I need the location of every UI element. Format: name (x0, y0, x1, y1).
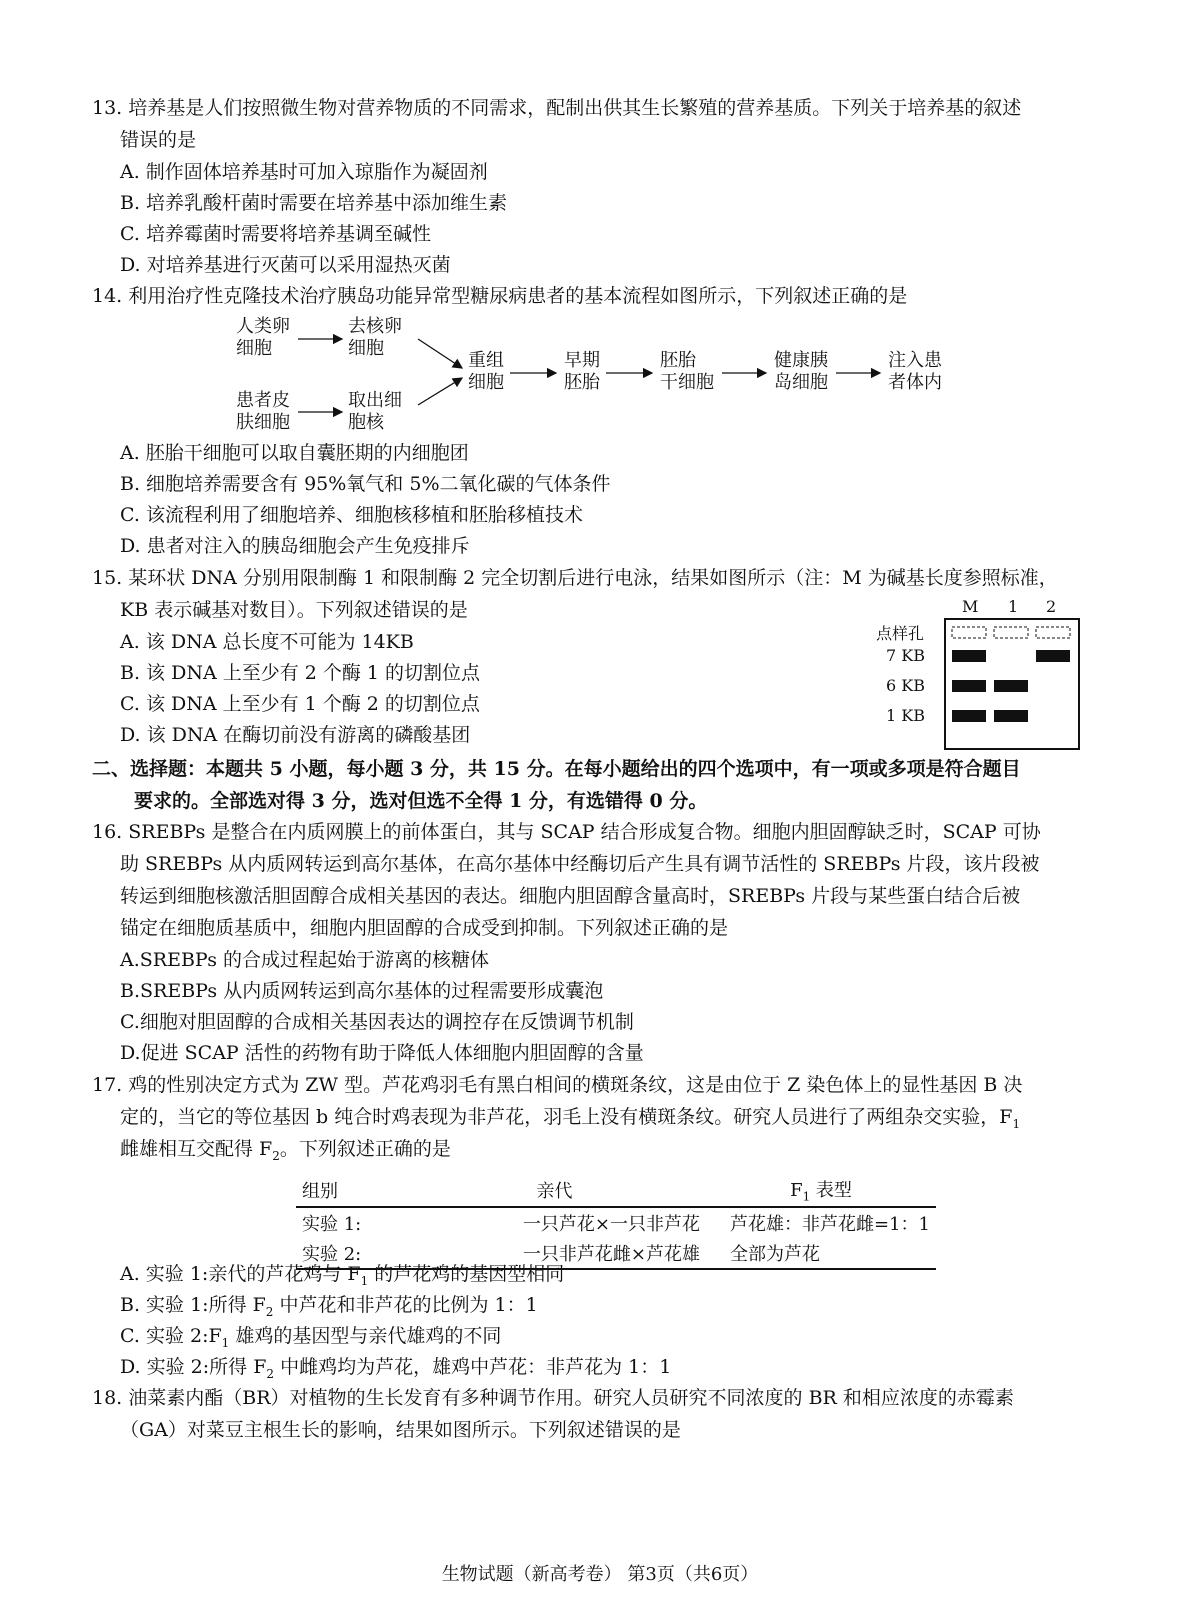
q13-option-a: A. 制作固体培养基时可加入琼脂作为凝固剂 (120, 161, 488, 183)
q16-option-c: C.细胞对胆固醇的合成相关基因表达的调控存在反馈调节机制 (120, 1011, 634, 1033)
q17-stem-line3: 雌雄相互交配得 $F_2$。下列叙述正确的是 (120, 1138, 451, 1163)
q17-option-b: B. 实验 1:所得 $F_2$ 中芦花和非芦花的比例为 1：1 (120, 1294, 538, 1319)
q17-cross-table (296, 1174, 936, 1270)
q16-option-a: A.SREBPs 的合成过程起始于游离的核糖体 (120, 949, 489, 971)
q17-stem-line1: 17. 鸡的性别决定方式为 ZW 型。芦花鸡羽毛有黑白相间的横斑条纹，这是由位于 Z 染色体上的显性基因 B 决 (92, 1074, 1023, 1096)
table-header-parents: 亲代 (403, 1174, 706, 1207)
flow-node-embryonic-stem-cell: 胚胎 干细胞 (660, 350, 714, 393)
gel-lanes (944, 618, 1080, 750)
gel-well-2 (1036, 627, 1070, 638)
gel-col-m: M (962, 597, 979, 616)
gel-band-1-6kb (994, 680, 1028, 692)
arrow-enucleated-to-recombined (418, 339, 462, 368)
table-header-group: 组别 (296, 1174, 403, 1207)
q16-option-d: D.促进 SCAP 活性的药物有助于降低人体细胞内胆固醇的含量 (120, 1042, 644, 1064)
gel-well-m (952, 627, 986, 638)
gel-well-1 (994, 627, 1028, 638)
q14-stem: 14. 利用治疗性克隆技术治疗胰岛功能异常型糖尿病患者的基本流程如图所示，下列叙述正确的是 (92, 285, 908, 307)
gel-well-label: 点样孔 (876, 624, 925, 643)
q17-stem-line2: 定的，当它的等位基因 b 纯合时鸡表现为非芦花，羽毛上没有横斑条纹。研究人员进行了两组杂交实验，$F_1$ (120, 1106, 1021, 1131)
q16-stem-line1: 16. SREBPs 是整合在内质网膜上的前体蛋白，其与 SCAP 结合形成复合物。细胞内胆固醇缺乏时，SCAP 可协 (92, 821, 1041, 843)
q16-stem-line3: 转运到细胞核激活胆固醇合成相关基因的表达。细胞内胆固醇含量高时，SREBPs 片段与某些蛋白结合后被 (120, 885, 1021, 907)
flow-node-early-embryo: 早期 胚胎 (564, 350, 600, 393)
flow-node-healthy-islet: 健康胰 岛细胞 (774, 350, 828, 393)
q16-option-b: B.SREBPs 从内质网转运到高尔基体的过程需要形成囊泡 (120, 980, 604, 1002)
table-header-row (296, 1174, 936, 1207)
section2-header-line1: 二、选择题：本题共 5 小题，每小题 3 分，共 15 分。在每小题给出的四个选项中，有一项或多项是符合题目 (92, 758, 1021, 780)
q13-option-b: B. 培养乳酸杆菌时需要在培养基中添加维生素 (120, 192, 508, 214)
q17-option-a: A. 实验 1:亲代的芦花鸡与 $F_1$ 的芦花鸡的基因型相同 (120, 1263, 565, 1288)
gel-col-2: 2 (1046, 597, 1057, 616)
q14-option-c: C. 该流程利用了细胞培养、细胞核移植和胚胎移植技术 (120, 504, 583, 526)
table-cell: 一只芦花×一只非芦花 (522, 1213, 700, 1235)
gel-band-m-1kb (952, 710, 986, 722)
flow-node-human-egg: 人类卵 细胞 (236, 316, 290, 359)
flow-node-extract-nucleus: 取出细 胞核 (348, 390, 402, 433)
q15-stem-line2: KB 表示碱基对数目）。下列叙述错误的是 (120, 599, 468, 621)
gel-band-2-7kb (1036, 650, 1070, 662)
q17-option-c: C. 实验 $2:F_1$ 雄鸡的基因型与亲代雄鸡的不同 (120, 1325, 502, 1350)
table-cell: 实验 2: (296, 1238, 403, 1269)
gel-band-m-7kb (952, 650, 986, 662)
table-header-f1: $F_1$ 表型 (706, 1174, 936, 1207)
arrow-nucleus-to-recombined (418, 378, 462, 405)
gel-col-1: 1 (1008, 597, 1019, 616)
cloning-flow-diagram (0, 0, 1200, 440)
q15-option-a: A. 该 DNA 总长度不可能为 14KB (120, 631, 414, 653)
q18-stem-line1: 18. 油菜素内酯（BR）对植物的生长发育有多种调节作用。研究人员研究不同浓度的 BR 和相应浓度的赤霉素 (92, 1387, 1014, 1409)
table-row (296, 1207, 936, 1238)
q15-stem-line1: 15. 某环状 DNA 分别用限制酶 1 和限制酶 2 完全切割后进行电泳，结果如图所示（注：M 为碱基长度参照标准， (92, 567, 1058, 589)
electrophoresis-gel-figure (876, 597, 1100, 762)
section2-header-line2: 要求的。全部选对得 3 分，选对但选不全得 1 分，有选错得 0 分。 (134, 790, 708, 812)
flow-node-recombined-cell: 重组 细胞 (468, 350, 504, 393)
gel-6kb-label: 6 KB (886, 676, 925, 695)
gel-band-1-1kb (994, 710, 1028, 722)
q15-option-d: D. 该 DNA 在酶切前没有游离的磷酸基团 (120, 724, 471, 746)
flow-node-enucleated-egg: 去核卵 细胞 (348, 316, 402, 359)
flow-arrows (0, 0, 1200, 440)
q13-stem-line2: 错误的是 (120, 129, 197, 151)
q14-option-b: B. 细胞培养需要含有 95%氧气和 5%二氧化碳的气体条件 (120, 473, 611, 495)
page-footer: 生物试题（新高考卷） 第3页（共6页） (441, 1564, 759, 1585)
q13-stem-line1: 13. 培养基是人们按照微生物对营养物质的不同需求，配制出供其生长繁殖的营养基质。下列关于培养基的叙述 (92, 97, 1022, 119)
flow-node-patient-skin: 患者皮 肤细胞 (236, 390, 290, 433)
q16-stem-line4: 锚定在细胞质基质中，细胞内胆固醇的合成受到抑制。下列叙述正确的是 (120, 917, 729, 939)
q15-option-b: B. 该 DNA 上至少有 2 个酶 1 的切割位点 (120, 662, 481, 684)
gel-band-m-6kb (952, 680, 986, 692)
q14-option-a: A. 胚胎干细胞可以取自囊胚期的内细胞团 (120, 442, 469, 464)
flow-node-inject-patient: 注入患 者体内 (888, 350, 942, 393)
table-cell: 实验 1: (302, 1213, 362, 1235)
q16-stem-line2: 助 SREBPs 从内质网转运到高尔基体，在高尔基体中经酶切后产生具有调节活性的 SREBPs 片段，该片段被 (120, 853, 1040, 875)
q14-option-d: D. 患者对注入的胰岛细胞会产生免疫排斥 (120, 535, 470, 557)
table-cell: 一只非芦花雌×芦花雄 (403, 1238, 706, 1269)
q13-option-d: D. 对培养基进行灭菌可以采用湿热灭菌 (120, 254, 451, 276)
q17-option-d: D. 实验 2:所得 $F_2$ 中雌鸡均为芦花，雄鸡中芦花：非芦花为 1：1 (120, 1356, 672, 1381)
table-cell: 芦花雄：非芦花雌=1：1 (730, 1213, 930, 1235)
gel-7kb-label: 7 KB (886, 646, 925, 665)
gel-1kb-label: 1 KB (886, 706, 925, 725)
q15-option-c: C. 该 DNA 上至少有 1 个酶 2 的切割位点 (120, 693, 480, 715)
q13-option-c: C. 培养霉菌时需要将培养基调至碱性 (120, 223, 431, 245)
q18-stem-line2: （GA）对菜豆主根生长的影响，结果如图所示。下列叙述错误的是 (120, 1419, 681, 1441)
table-cell: 全部为芦花 (706, 1238, 936, 1269)
